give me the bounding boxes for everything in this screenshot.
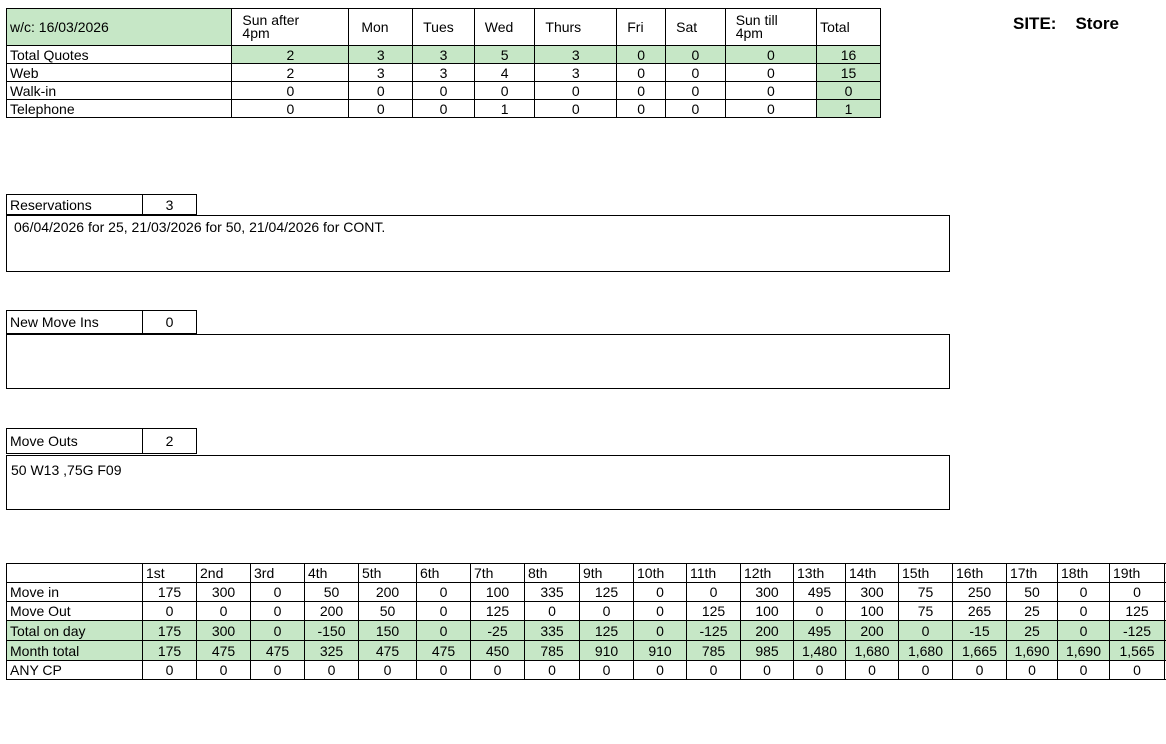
monthly-cell: 0 — [143, 661, 197, 680]
monthly-cell: 0 — [197, 602, 251, 621]
weekly-header-cell: Tues — [413, 9, 475, 46]
week-commencing: w/c: 16/03/2026 — [7, 9, 232, 46]
day-header: 14th — [846, 564, 899, 583]
monthly-cell: 1,665 — [953, 641, 1007, 661]
monthly-row-label: Total on day — [7, 621, 143, 641]
monthly-row — [7, 583, 1166, 602]
monthly-cell: 0 — [634, 583, 687, 602]
weekly-cell: 0 — [535, 82, 617, 100]
monthly-cell: 1,680 — [846, 641, 899, 661]
weekly-cell: 3 — [535, 64, 617, 82]
move-outs-label: Move Outs — [7, 429, 143, 454]
monthly-cell: 300 — [741, 583, 794, 602]
monthly-cell: 325 — [305, 641, 359, 661]
weekly-header-cell: Wed — [474, 9, 535, 46]
monthly-cell: 25 — [1007, 602, 1058, 621]
monthly-cell: 100 — [846, 602, 899, 621]
day-header: 5th — [359, 564, 417, 583]
weekly-cell: 3 — [535, 46, 617, 64]
monthly-cell: 0 — [143, 602, 197, 621]
monthly-cell: 0 — [634, 621, 687, 641]
monthly-cell: 0 — [1007, 661, 1058, 680]
day-header: 11th — [687, 564, 741, 583]
weekly-cell: 0 — [617, 100, 666, 118]
monthly-cell: 100 — [741, 602, 794, 621]
monthly-cell: 910 — [634, 641, 687, 661]
monthly-cell: 335 — [525, 621, 580, 641]
reservations-label: Reservations — [7, 195, 143, 215]
monthly-cell: 150 — [359, 621, 417, 641]
day-header: 10th — [634, 564, 687, 583]
monthly-row-label: Move Out — [7, 602, 143, 621]
move-outs-notes: 50 W13 ,75G F09 — [11, 462, 122, 478]
monthly-cell: 1,480 — [794, 641, 846, 661]
weekly-cell: 0 — [725, 46, 816, 64]
monthly-cell: 1,690 — [1007, 641, 1058, 661]
weekly-cell: 5 — [474, 46, 535, 64]
monthly-row-label: Move in — [7, 583, 143, 602]
monthly-row — [7, 641, 1166, 661]
monthly-row — [7, 661, 1166, 680]
monthly-cell: 0 — [741, 661, 794, 680]
weekly-cell: 0 — [666, 100, 726, 118]
weekly-row-label: Telephone — [7, 100, 232, 118]
weekly-cell: 0 — [725, 82, 816, 100]
move-ins-notes-box — [6, 334, 950, 389]
weekly-header-cell: Sun till 4pm — [725, 9, 816, 46]
day-header: 19th — [1110, 564, 1165, 583]
day-header: 13th — [794, 564, 846, 583]
monthly-cell: 0 — [305, 661, 359, 680]
monthly-cell: 475 — [359, 641, 417, 661]
move-outs-notes-box — [6, 455, 950, 510]
monthly-cell: 0 — [1110, 661, 1165, 680]
monthly-cell: 1,690 — [1058, 641, 1110, 661]
monthly-cell: 250 — [953, 583, 1007, 602]
monthly-cell: 175 — [143, 583, 197, 602]
monthly-cell: 125 — [580, 621, 634, 641]
monthly-cell: 0 — [687, 661, 741, 680]
weekly-row-label: Web — [7, 64, 232, 82]
monthly-cell: 50 — [1007, 583, 1058, 602]
monthly-cell: 200 — [846, 621, 899, 641]
monthly-cell: 1,680 — [899, 641, 953, 661]
weekly-cell: 0 — [725, 100, 816, 118]
monthly-cell: 75 — [899, 602, 953, 621]
weekly-header-cell: Fri — [617, 9, 666, 46]
monthly-row-label: ANY CP — [7, 661, 143, 680]
monthly-row — [7, 602, 1166, 621]
monthly-cell: 125 — [1110, 602, 1165, 621]
monthly-cell: 175 — [143, 641, 197, 661]
weekly-cell: 0 — [617, 46, 666, 64]
weekly-cell: 4 — [474, 64, 535, 82]
monthly-cell: 50 — [359, 602, 417, 621]
weekly-cell: 0 — [413, 100, 475, 118]
weekly-cell: 16 — [817, 46, 881, 64]
monthly-cell: 910 — [580, 641, 634, 661]
monthly-cell: 785 — [687, 641, 741, 661]
monthly-cell: 0 — [634, 661, 687, 680]
day-header: 15th — [899, 564, 953, 583]
monthly-cell: -25 — [471, 621, 525, 641]
monthly-cell: 0 — [794, 602, 846, 621]
weekly-header-cell: Sat — [666, 9, 726, 46]
monthly-cell: 0 — [251, 602, 305, 621]
weekly-cell: 0 — [349, 100, 413, 118]
monthly-cell: 25 — [1007, 621, 1058, 641]
monthly-header-row — [7, 564, 1166, 583]
monthly-cell: 0 — [1058, 602, 1110, 621]
weekly-cell: 15 — [817, 64, 881, 82]
monthly-cell: 300 — [197, 583, 251, 602]
weekly-cell: 0 — [617, 64, 666, 82]
monthly-cell: 0 — [251, 661, 305, 680]
day-header: 16th — [953, 564, 1007, 583]
site-value: Store — [1075, 14, 1119, 33]
weekly-cell: 3 — [413, 64, 475, 82]
weekly-header-cell: Total — [817, 9, 881, 46]
monthly-cell: 0 — [197, 661, 251, 680]
weekly-cell: 0 — [413, 82, 475, 100]
monthly-cell: 0 — [251, 583, 305, 602]
monthly-cell: 0 — [417, 661, 471, 680]
monthly-body — [7, 564, 1166, 680]
monthly-cell: 125 — [687, 602, 741, 621]
day-header: 18th — [1058, 564, 1110, 583]
monthly-cell: -125 — [687, 621, 741, 641]
monthly-cell: 0 — [899, 621, 953, 641]
monthly-cell: 0 — [634, 602, 687, 621]
weekly-cell: 0 — [666, 46, 726, 64]
weekly-header-cell: Mon — [349, 9, 413, 46]
weekly-cell: 2 — [232, 46, 349, 64]
reservations-count: 3 — [143, 195, 197, 215]
monthly-cell: 475 — [417, 641, 471, 661]
weekly-cell: 0 — [349, 82, 413, 100]
weekly-header-cell: Thurs — [535, 9, 617, 46]
monthly-cell: 0 — [417, 583, 471, 602]
monthly-cell: 50 — [305, 583, 359, 602]
monthly-cell: 1,565 — [1110, 641, 1165, 661]
monthly-cell: 335 — [525, 583, 580, 602]
monthly-cell: 75 — [899, 583, 953, 602]
weekly-cell: 2 — [232, 64, 349, 82]
monthly-cell: 265 — [953, 602, 1007, 621]
move-outs-count: 2 — [143, 429, 197, 454]
monthly-cell: 0 — [525, 661, 580, 680]
day-header: 17th — [1007, 564, 1058, 583]
monthly-cell: 0 — [687, 583, 741, 602]
monthly-cell: 0 — [846, 661, 899, 680]
day-header: 3rd — [251, 564, 305, 583]
day-header: 12th — [741, 564, 794, 583]
monthly-cell: 0 — [1058, 583, 1110, 602]
weekly-body — [7, 9, 881, 118]
monthly-cell: 0 — [471, 661, 525, 680]
monthly-cell: 0 — [251, 621, 305, 641]
weekly-row — [7, 82, 881, 100]
move-ins-label: New Move Ins — [7, 311, 143, 334]
monthly-cell: 0 — [580, 602, 634, 621]
monthly-cell: -150 — [305, 621, 359, 641]
monthly-cell: 300 — [846, 583, 899, 602]
weekly-quotes-table — [6, 8, 881, 118]
monthly-cell: 125 — [471, 602, 525, 621]
monthly-cell: 495 — [794, 583, 846, 602]
weekly-cell: 0 — [666, 82, 726, 100]
weekly-cell: 0 — [474, 82, 535, 100]
monthly-cell: 0 — [580, 661, 634, 680]
day-header: 1st — [143, 564, 197, 583]
monthly-table — [6, 563, 1166, 680]
monthly-cell: 0 — [1058, 621, 1110, 641]
weekly-row — [7, 64, 881, 82]
weekly-cell: 0 — [666, 64, 726, 82]
monthly-row — [7, 621, 1166, 641]
monthly-cell: 0 — [417, 621, 471, 641]
reservations-notes: 06/04/2026 for 25, 21/03/2026 for 50, 21/04/2026 for CONT. — [14, 219, 386, 235]
monthly-cell: 475 — [251, 641, 305, 661]
move-outs-header — [6, 428, 197, 454]
weekly-cell: 3 — [413, 46, 475, 64]
day-header: 6th — [417, 564, 471, 583]
weekly-cell: 0 — [232, 100, 349, 118]
move-ins-header — [6, 310, 197, 334]
day-header: 7th — [471, 564, 525, 583]
day-header: 4th — [305, 564, 359, 583]
day-header: 9th — [580, 564, 634, 583]
monthly-cell: 175 — [143, 621, 197, 641]
weekly-cell: 3 — [349, 64, 413, 82]
weekly-row — [7, 46, 881, 64]
monthly-cell: 200 — [305, 602, 359, 621]
site-title — [1013, 14, 1119, 34]
monthly-corner — [7, 564, 143, 583]
weekly-cell: 0 — [535, 100, 617, 118]
monthly-cell: 450 — [471, 641, 525, 661]
monthly-cell: 200 — [741, 621, 794, 641]
monthly-cell: 125 — [580, 583, 634, 602]
monthly-row-label: Month total — [7, 641, 143, 661]
monthly-cell: 0 — [525, 602, 580, 621]
monthly-cell: 100 — [471, 583, 525, 602]
monthly-cell: 785 — [525, 641, 580, 661]
weekly-cell: 0 — [617, 82, 666, 100]
weekly-row — [7, 100, 881, 118]
monthly-cell: -15 — [953, 621, 1007, 641]
monthly-cell: 0 — [417, 602, 471, 621]
monthly-cell: 0 — [794, 661, 846, 680]
monthly-cell: 985 — [741, 641, 794, 661]
monthly-cell: 475 — [197, 641, 251, 661]
weekly-cell: 1 — [474, 100, 535, 118]
monthly-cell: 200 — [359, 583, 417, 602]
reservations-notes-box — [6, 215, 950, 272]
weekly-header-row — [7, 9, 881, 46]
weekly-cell: 0 — [725, 64, 816, 82]
reservations-header — [6, 194, 197, 215]
monthly-cell: 495 — [794, 621, 846, 641]
monthly-cell: 0 — [1110, 583, 1165, 602]
weekly-cell: 0 — [817, 82, 881, 100]
weekly-row-label: Total Quotes — [7, 46, 232, 64]
site-label: SITE: — [1013, 14, 1057, 33]
day-header: 8th — [525, 564, 580, 583]
monthly-cell: 300 — [197, 621, 251, 641]
weekly-cell: 0 — [232, 82, 349, 100]
monthly-cell: 0 — [359, 661, 417, 680]
move-ins-count: 0 — [143, 311, 197, 334]
weekly-row-label: Walk-in — [7, 82, 232, 100]
day-header: 2nd — [197, 564, 251, 583]
weekly-cell: 3 — [349, 46, 413, 64]
weekly-cell: 1 — [817, 100, 881, 118]
monthly-cell: 0 — [953, 661, 1007, 680]
weekly-header-cell: Sun after 4pm — [232, 9, 349, 46]
monthly-cell: 0 — [1058, 661, 1110, 680]
monthly-cell: 0 — [899, 661, 953, 680]
monthly-cell: -125 — [1110, 621, 1165, 641]
